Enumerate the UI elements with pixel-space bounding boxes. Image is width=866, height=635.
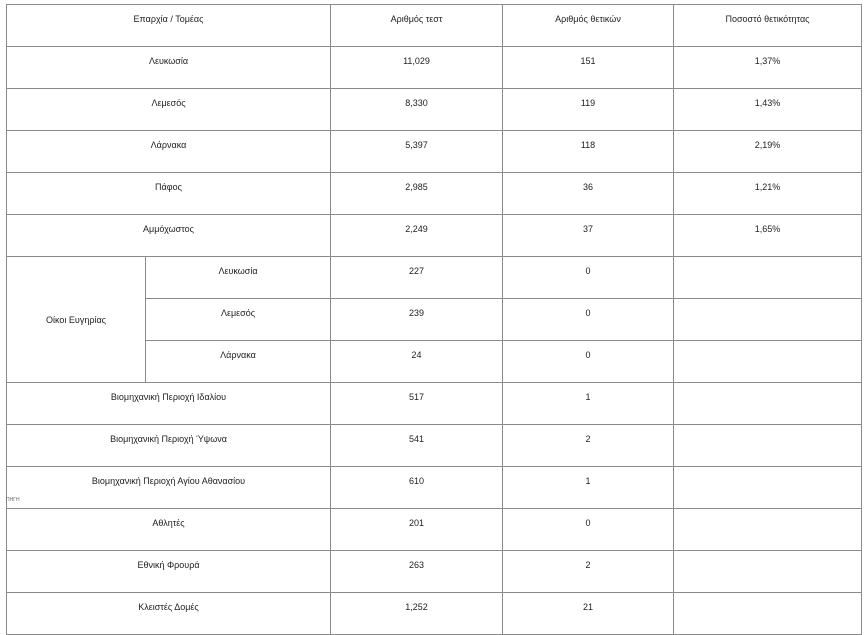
rate-cell xyxy=(674,341,862,383)
tests-cell: 8,330 xyxy=(331,89,503,131)
header-positive: Αριθμός θετικών xyxy=(503,5,674,47)
positive-cell: 0 xyxy=(503,257,674,299)
positive-cell: 0 xyxy=(503,341,674,383)
tests-cell: 1,252 xyxy=(331,593,503,635)
table-row xyxy=(7,467,862,509)
header-row xyxy=(7,5,862,47)
positive-cell: 1 xyxy=(503,467,674,509)
row-label: Εθνική Φρουρά xyxy=(7,551,331,593)
tests-cell: 610 xyxy=(331,467,503,509)
rate-cell xyxy=(674,593,862,635)
positive-cell: 151 xyxy=(503,47,674,89)
tests-cell: 239 xyxy=(331,299,503,341)
tests-cell: 201 xyxy=(331,509,503,551)
rate-cell xyxy=(674,299,862,341)
rate-cell: 1,43% xyxy=(674,89,862,131)
row-label: Βιομηχανική Περιοχή Ύψωνα xyxy=(7,425,331,467)
table-row xyxy=(7,215,862,257)
row-label: Λευκωσία xyxy=(7,47,331,89)
tests-cell: 263 xyxy=(331,551,503,593)
header-rate: Ποσοστό θετικότητας xyxy=(674,5,862,47)
table-row xyxy=(7,89,862,131)
tests-cell: 24 xyxy=(331,341,503,383)
tests-cell: 541 xyxy=(331,425,503,467)
tests-cell: 2,985 xyxy=(331,173,503,215)
rate-cell xyxy=(674,551,862,593)
table-row xyxy=(7,593,862,635)
row-label: Βιομηχανική Περιοχή Αγίου Αθανασίου xyxy=(7,467,331,509)
table-row xyxy=(7,509,862,551)
table-row xyxy=(7,131,862,173)
row-label: Λευκωσία xyxy=(146,257,331,299)
tests-cell: 517 xyxy=(331,383,503,425)
table-row xyxy=(7,47,862,89)
table-row xyxy=(7,173,862,215)
header-tests: Αριθμός τεστ xyxy=(331,5,503,47)
rate-cell: 2,19% xyxy=(674,131,862,173)
positive-cell: 118 xyxy=(503,131,674,173)
rate-cell: 1,21% xyxy=(674,173,862,215)
care-homes-label: Οίκοι Ευγηρίας xyxy=(7,257,146,383)
row-label: Λεμεσός xyxy=(146,299,331,341)
row-label: Λάρνακα xyxy=(146,341,331,383)
tests-cell: 2,249 xyxy=(331,215,503,257)
rate-cell: 1,37% xyxy=(674,47,862,89)
row-label: Λάρνακα xyxy=(7,131,331,173)
table-row xyxy=(7,425,862,467)
rate-cell xyxy=(674,467,862,509)
tests-cell: 227 xyxy=(331,257,503,299)
rate-cell: 1,65% xyxy=(674,215,862,257)
row-label: Αμμόχωστος xyxy=(7,215,331,257)
table-row xyxy=(7,383,862,425)
rate-cell xyxy=(674,425,862,467)
rate-cell xyxy=(674,257,862,299)
header-district: Επαρχία / Τομέας xyxy=(7,5,331,47)
rate-cell xyxy=(674,509,862,551)
positive-cell: 119 xyxy=(503,89,674,131)
positive-cell: 0 xyxy=(503,299,674,341)
positive-cell: 37 xyxy=(503,215,674,257)
footnote: ΠΗΓΗ xyxy=(6,497,20,503)
positive-cell: 2 xyxy=(503,551,674,593)
table-row xyxy=(7,551,862,593)
positive-cell: 1 xyxy=(503,383,674,425)
row-label: Αθλητές xyxy=(7,509,331,551)
tests-cell: 11,029 xyxy=(331,47,503,89)
row-label: Βιομηχανική Περιοχή Ιδαλίου xyxy=(7,383,331,425)
table-row xyxy=(7,257,862,299)
results-table xyxy=(6,4,862,635)
rate-cell xyxy=(674,383,862,425)
row-label: Πάφος xyxy=(7,173,331,215)
row-label: Κλειστές Δομές xyxy=(7,593,331,635)
positive-cell: 0 xyxy=(503,509,674,551)
positive-cell: 2 xyxy=(503,425,674,467)
positive-cell: 21 xyxy=(503,593,674,635)
tests-cell: 5,397 xyxy=(331,131,503,173)
positive-cell: 36 xyxy=(503,173,674,215)
row-label: Λεμεσός xyxy=(7,89,331,131)
